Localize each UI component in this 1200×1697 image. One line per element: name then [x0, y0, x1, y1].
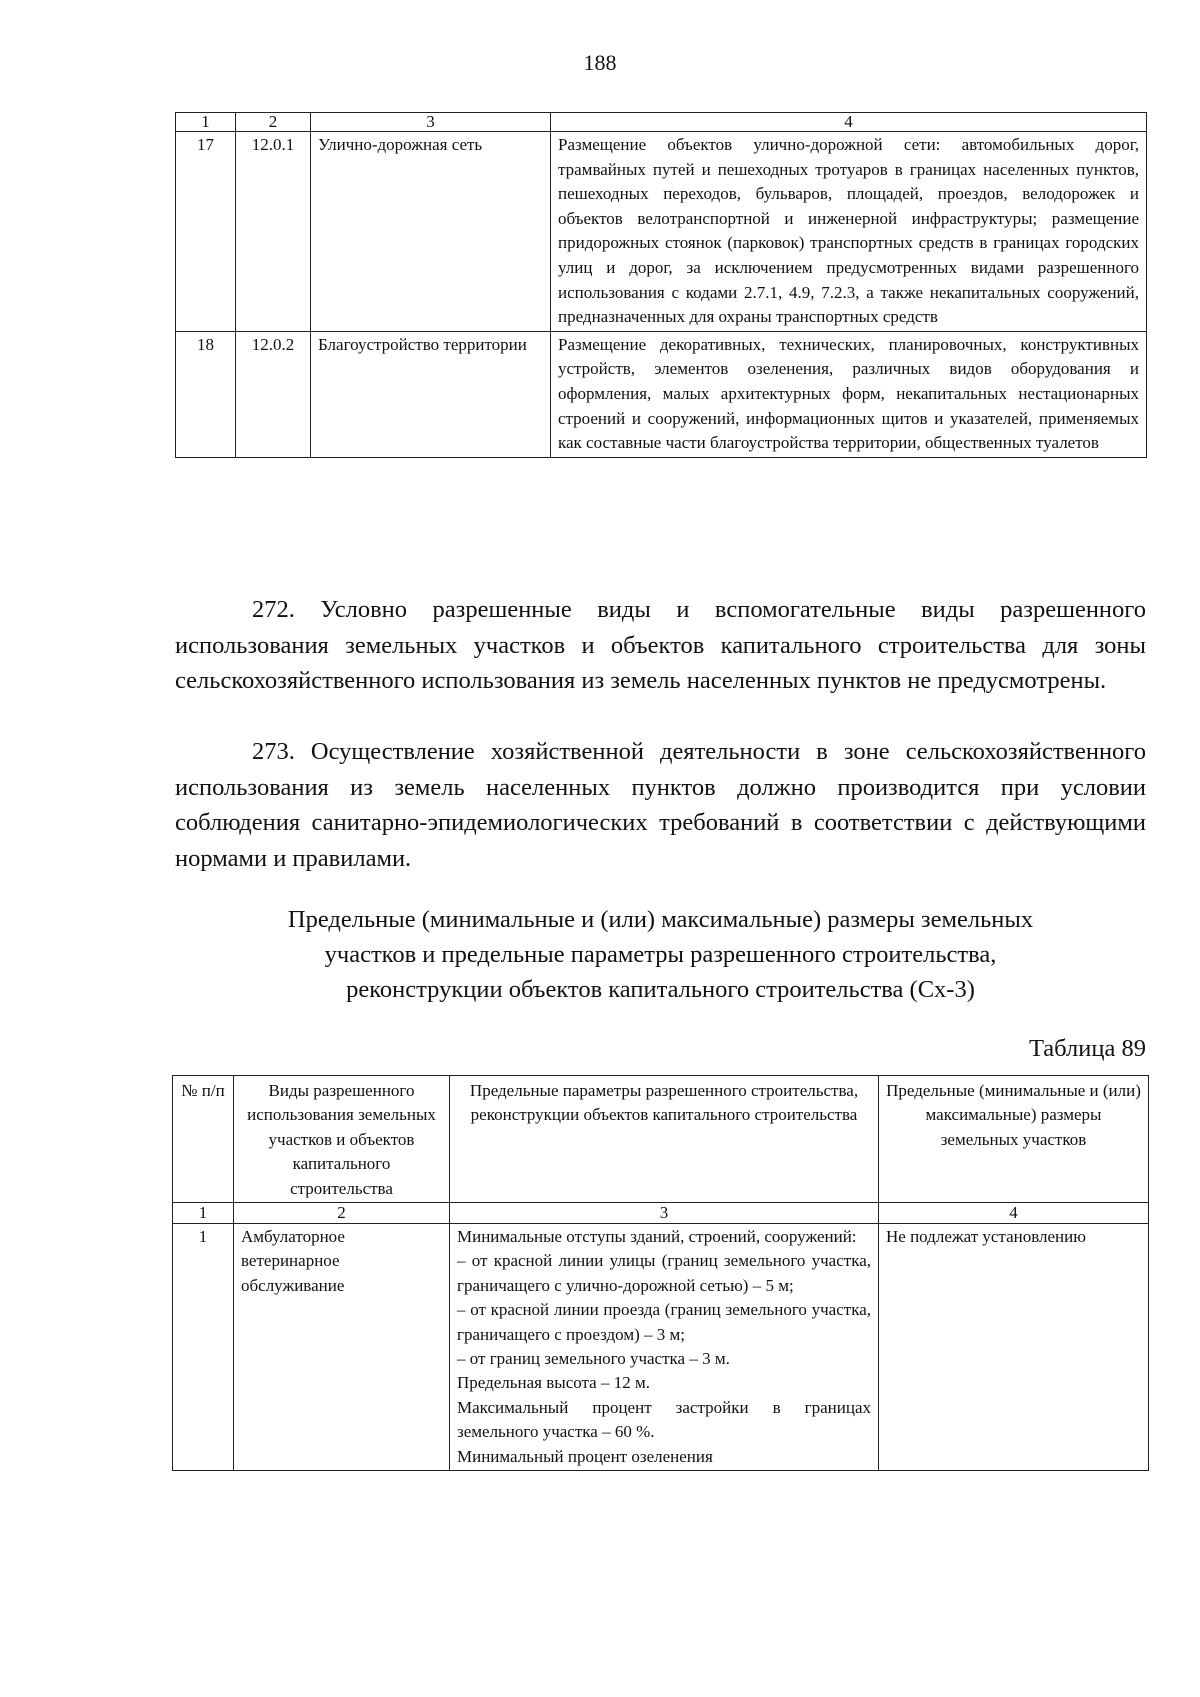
row-number: 1 [173, 1224, 234, 1471]
section-title [175, 902, 1146, 1007]
col-number: 2 [236, 113, 311, 132]
table-89 [172, 1075, 1149, 1471]
table-header-row [173, 1076, 1149, 1203]
row-name: Улично-дорожная сеть [311, 132, 551, 332]
col-number: 4 [551, 113, 1147, 132]
row-code: 12.0.1 [236, 132, 311, 332]
table-header-row [176, 113, 1147, 132]
parameter-line: – от границ земельного участка – 3 м. [457, 1349, 730, 1369]
section-title-line: участков и предельные параметры разрешенного строительства, [324, 941, 997, 968]
row-number: 17 [176, 132, 236, 332]
section-title-line: реконструкции объектов капитального строительства (Сх-3) [346, 976, 975, 1003]
column-number-row [173, 1203, 1149, 1224]
col-number: 2 [234, 1203, 450, 1224]
page-number: 188 [583, 50, 617, 75]
header-cell: № п/п [173, 1076, 234, 1203]
row-code: 12.0.2 [236, 331, 311, 457]
row-number: 18 [176, 331, 236, 457]
row-land-sizes: Не подлежат установлению [879, 1224, 1149, 1471]
row-parameters [450, 1224, 879, 1471]
land-use-table-continued [175, 112, 1147, 458]
table-row [176, 132, 1147, 332]
col-number: 3 [311, 113, 551, 132]
paragraph-text: 272. Условно разрешенные виды и вспомогательные виды разрешенного использования земельных участков и объектов капитального строительства для зоны сельскохозяйственного использования из земель населенных пунктов не предусмотрены. [175, 596, 1146, 694]
paragraph-272 [175, 592, 1146, 699]
parameter-line: – от красной линии проезда (границ земельного участка, граничащего с проездом) – 3 м; [457, 1300, 871, 1344]
paragraph-273 [175, 734, 1146, 876]
table-caption: Таблица 89 [1028, 1035, 1146, 1062]
parameter-line: Минимальный процент озеленения [457, 1446, 713, 1466]
section-title-line: Предельные (минимальные и (или) максимальные) размеры земельных [287, 906, 1034, 933]
header-cell: Предельные параметры разрешенного строительства, реконструкции объектов капитального строительства [450, 1076, 879, 1203]
row-description: Размещение объектов улично-дорожной сети: автомобильных дорог, трамвайных путей и пешеходных тротуаров в границах населенных пунктов, пешеходных переходов, бульваров, площадей, проездов, велодорожек и объектов велотранспортной и инженерной инфраструктуры; размещение придорожных стоянок (парковок) транспортных средств в границах городских улиц и дорог, за исключением предусмотренных видами разрешенного использования с кодами 2.7.1, 4.9, 7.2.3, а также некапитальных сооружений, предназначенных для охраны транспортных средств [551, 132, 1147, 332]
row-type: Амбулаторное ветеринарное обслуживание [234, 1224, 450, 1471]
table-row [173, 1224, 1149, 1471]
header-cell: Виды разрешенного использования земельных участков и объектов капитального строительства [234, 1076, 450, 1203]
row-description: Размещение декоративных, технических, планировочных, конструктивных устройств, элементов озеленения, различных видов оборудования и оформления, малых архитектурных форм, некапитальных нестационарных строений и сооружений, информационных щитов и указателей, применяемых как составные части благоустройства территории, общественных туалетов [551, 331, 1147, 457]
col-number: 4 [879, 1203, 1149, 1224]
col-number: 1 [176, 113, 236, 132]
parameter-line: Максимальный процент застройки в границах земельного участка – 60 %. [457, 1397, 871, 1442]
row-name: Благоустройство территории [311, 331, 551, 457]
col-number: 3 [450, 1203, 879, 1224]
col-number: 1 [173, 1203, 234, 1224]
header-cell: Предельные (минимальные и (или) максимальные) размеры земельных участков [879, 1076, 1149, 1203]
paragraph-text: 273. Осуществление хозяйственной деятельности в зоне сельскохозяйственного использования из земель населенных пунктов должно производится при условии соблюдения санитарно-эпидемиологических требований в соответствии с действующими нормами и правилами. [175, 738, 1146, 872]
parameter-line: Минимальные отступы зданий, строений, сооружений: [457, 1227, 857, 1247]
parameter-line: – от красной линии улицы (границ земельного участка, граничащего с улично-дорожной сетью) – 5 м; [457, 1251, 871, 1295]
table-row [176, 331, 1147, 457]
parameter-line: Предельная высота – 12 м. [457, 1373, 650, 1393]
